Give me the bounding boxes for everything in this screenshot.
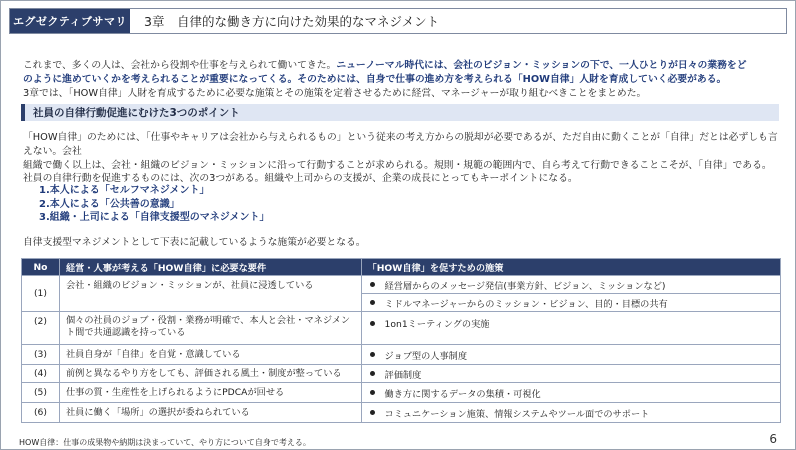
measure-text: 1on1ミーティングの実施	[384, 319, 490, 330]
measure-text: コミュニケーション施策、情報システムやツール面でのサポート	[384, 408, 650, 420]
measure-text: 経営層からのメッセージ発信(事業方針、ビジョン、ミッションなど)	[384, 280, 666, 292]
bullet-icon	[370, 390, 375, 395]
row-no: (3)	[22, 345, 60, 365]
row-no: (1)	[22, 276, 60, 312]
bullet-icon	[370, 300, 375, 305]
key-points-list	[39, 184, 269, 225]
bullet-icon	[370, 352, 375, 357]
section-heading: 社員の自律行動促進にむけた3つのポイント	[21, 104, 779, 121]
measures-table	[21, 258, 781, 423]
table-header-no: No	[22, 259, 60, 276]
intro-text	[23, 59, 783, 101]
row-no: (2)	[22, 312, 60, 345]
intro-line1-bold: ニューノーマル時代には、会社のビジョン・ミッションの下で、一人ひとりが日々の業務をど	[336, 60, 747, 71]
body-paragraph-1	[23, 131, 783, 173]
table-row	[22, 276, 781, 294]
row-requirement: 個々の社員のジョブ・役割・業務が明確で、本人と会社・マネジメント間で共通認識を持っている	[59, 312, 361, 345]
bullet-icon	[370, 410, 375, 415]
bullet-icon	[370, 282, 375, 287]
key-point: 3.組織・上司による「自律支援型のマネジメント」	[39, 212, 270, 223]
body-paragraph-2: 社員の自律行動を促進するものには、次の3つがある。組織や上司からの支援が、企業の成長にとってもキーポイントになる。	[23, 173, 578, 184]
slide-title: 3章 自律的な働き方に向けた効果的なマネジメント	[144, 14, 440, 29]
row-no: (4)	[22, 365, 60, 383]
bullet-icon	[370, 371, 375, 376]
row-no: (5)	[22, 383, 60, 403]
row-requirement: 会社・組織のビジョン・ミッションが、社員に浸透している	[59, 276, 361, 312]
table-row	[22, 383, 781, 403]
row-measure	[361, 365, 780, 383]
row-measure	[361, 383, 780, 403]
row-measure	[361, 276, 780, 294]
bullet-icon	[370, 321, 375, 326]
p1-line2: 組織で働く以上は、会社・組織のビジョン・ミッションに沿って行動することが求められる。規則・規範の範囲内で、自ら考えて行動できることこそが、「自律」である。	[23, 160, 772, 171]
header-tag: エグゼクティブサマリ	[10, 9, 130, 33]
page-number: 6	[769, 432, 777, 446]
intro-line3: 3章では、「HOW自律」人財を育成するために必要な施策とその施策を定着させるために経営、マネージャーが取り組むべきことをまとめた。	[23, 88, 647, 99]
intro-line2: のように進めていくかを考えられることが重要になってくる。そのためには、自身で仕事の進め方を考えられる「HOW自律」人財を育成していく必要がある。	[23, 74, 727, 85]
measure-text: ミドルマネージャーからのミッション・ビジョン、目的・目標の共有	[384, 298, 668, 310]
row-measure	[361, 294, 780, 312]
footnote: HOW自律：仕事の成果物や納期は決まっていて、やり方について自身で考える。	[19, 438, 311, 447]
row-requirement: 前例と異なるやり方をしても、評価される風土・制度が整っている	[59, 365, 361, 383]
table-row	[22, 345, 781, 365]
key-point: 1.本人による「セルフマネジメント」	[39, 185, 210, 196]
measure-text: 働き方に関するデータの集積・可視化	[384, 388, 541, 400]
row-requirement: 社員に働く「場所」の選択が委ねられている	[59, 403, 361, 423]
table-row	[22, 365, 781, 383]
row-measure	[361, 403, 780, 423]
key-point: 2.本人による「公共善の意識」	[39, 198, 180, 210]
measure-text: ジョブ型の人事制度	[384, 350, 468, 362]
table-header-measure: 「HOW自律」を促すための施策	[361, 259, 780, 276]
intro-line1-plain: これまで、多くの人は、会社から役割や仕事を与えられて働いてきた。	[23, 60, 337, 71]
row-requirement: 仕事の質・生産性を上げられるようにPDCAが回せる	[59, 383, 361, 403]
row-no: (6)	[22, 403, 60, 423]
table-header-requirement: 経営・人事が考える「HOW自律」に必要な要件	[59, 259, 361, 276]
row-measure	[361, 312, 780, 345]
table-row	[22, 312, 781, 345]
body-paragraph-3: 自律支援型マネジメントとして下表に記載しているような施策が必要となる。	[23, 237, 366, 248]
measure-text: 評価制度	[384, 369, 422, 381]
table-row	[22, 403, 781, 423]
p1-line1: 「HOW自律」のためには、「仕事やキャリアは会社から与えられるもの」という従来の考え方からの脱却が必要であるが、ただ自由に動くことが「自律」だとは必ずしも言えない。会社	[23, 132, 778, 157]
row-requirement: 社員自身が「自律」を自覚・意識している	[59, 345, 361, 365]
slide-header	[9, 8, 787, 34]
row-measure	[361, 345, 780, 365]
